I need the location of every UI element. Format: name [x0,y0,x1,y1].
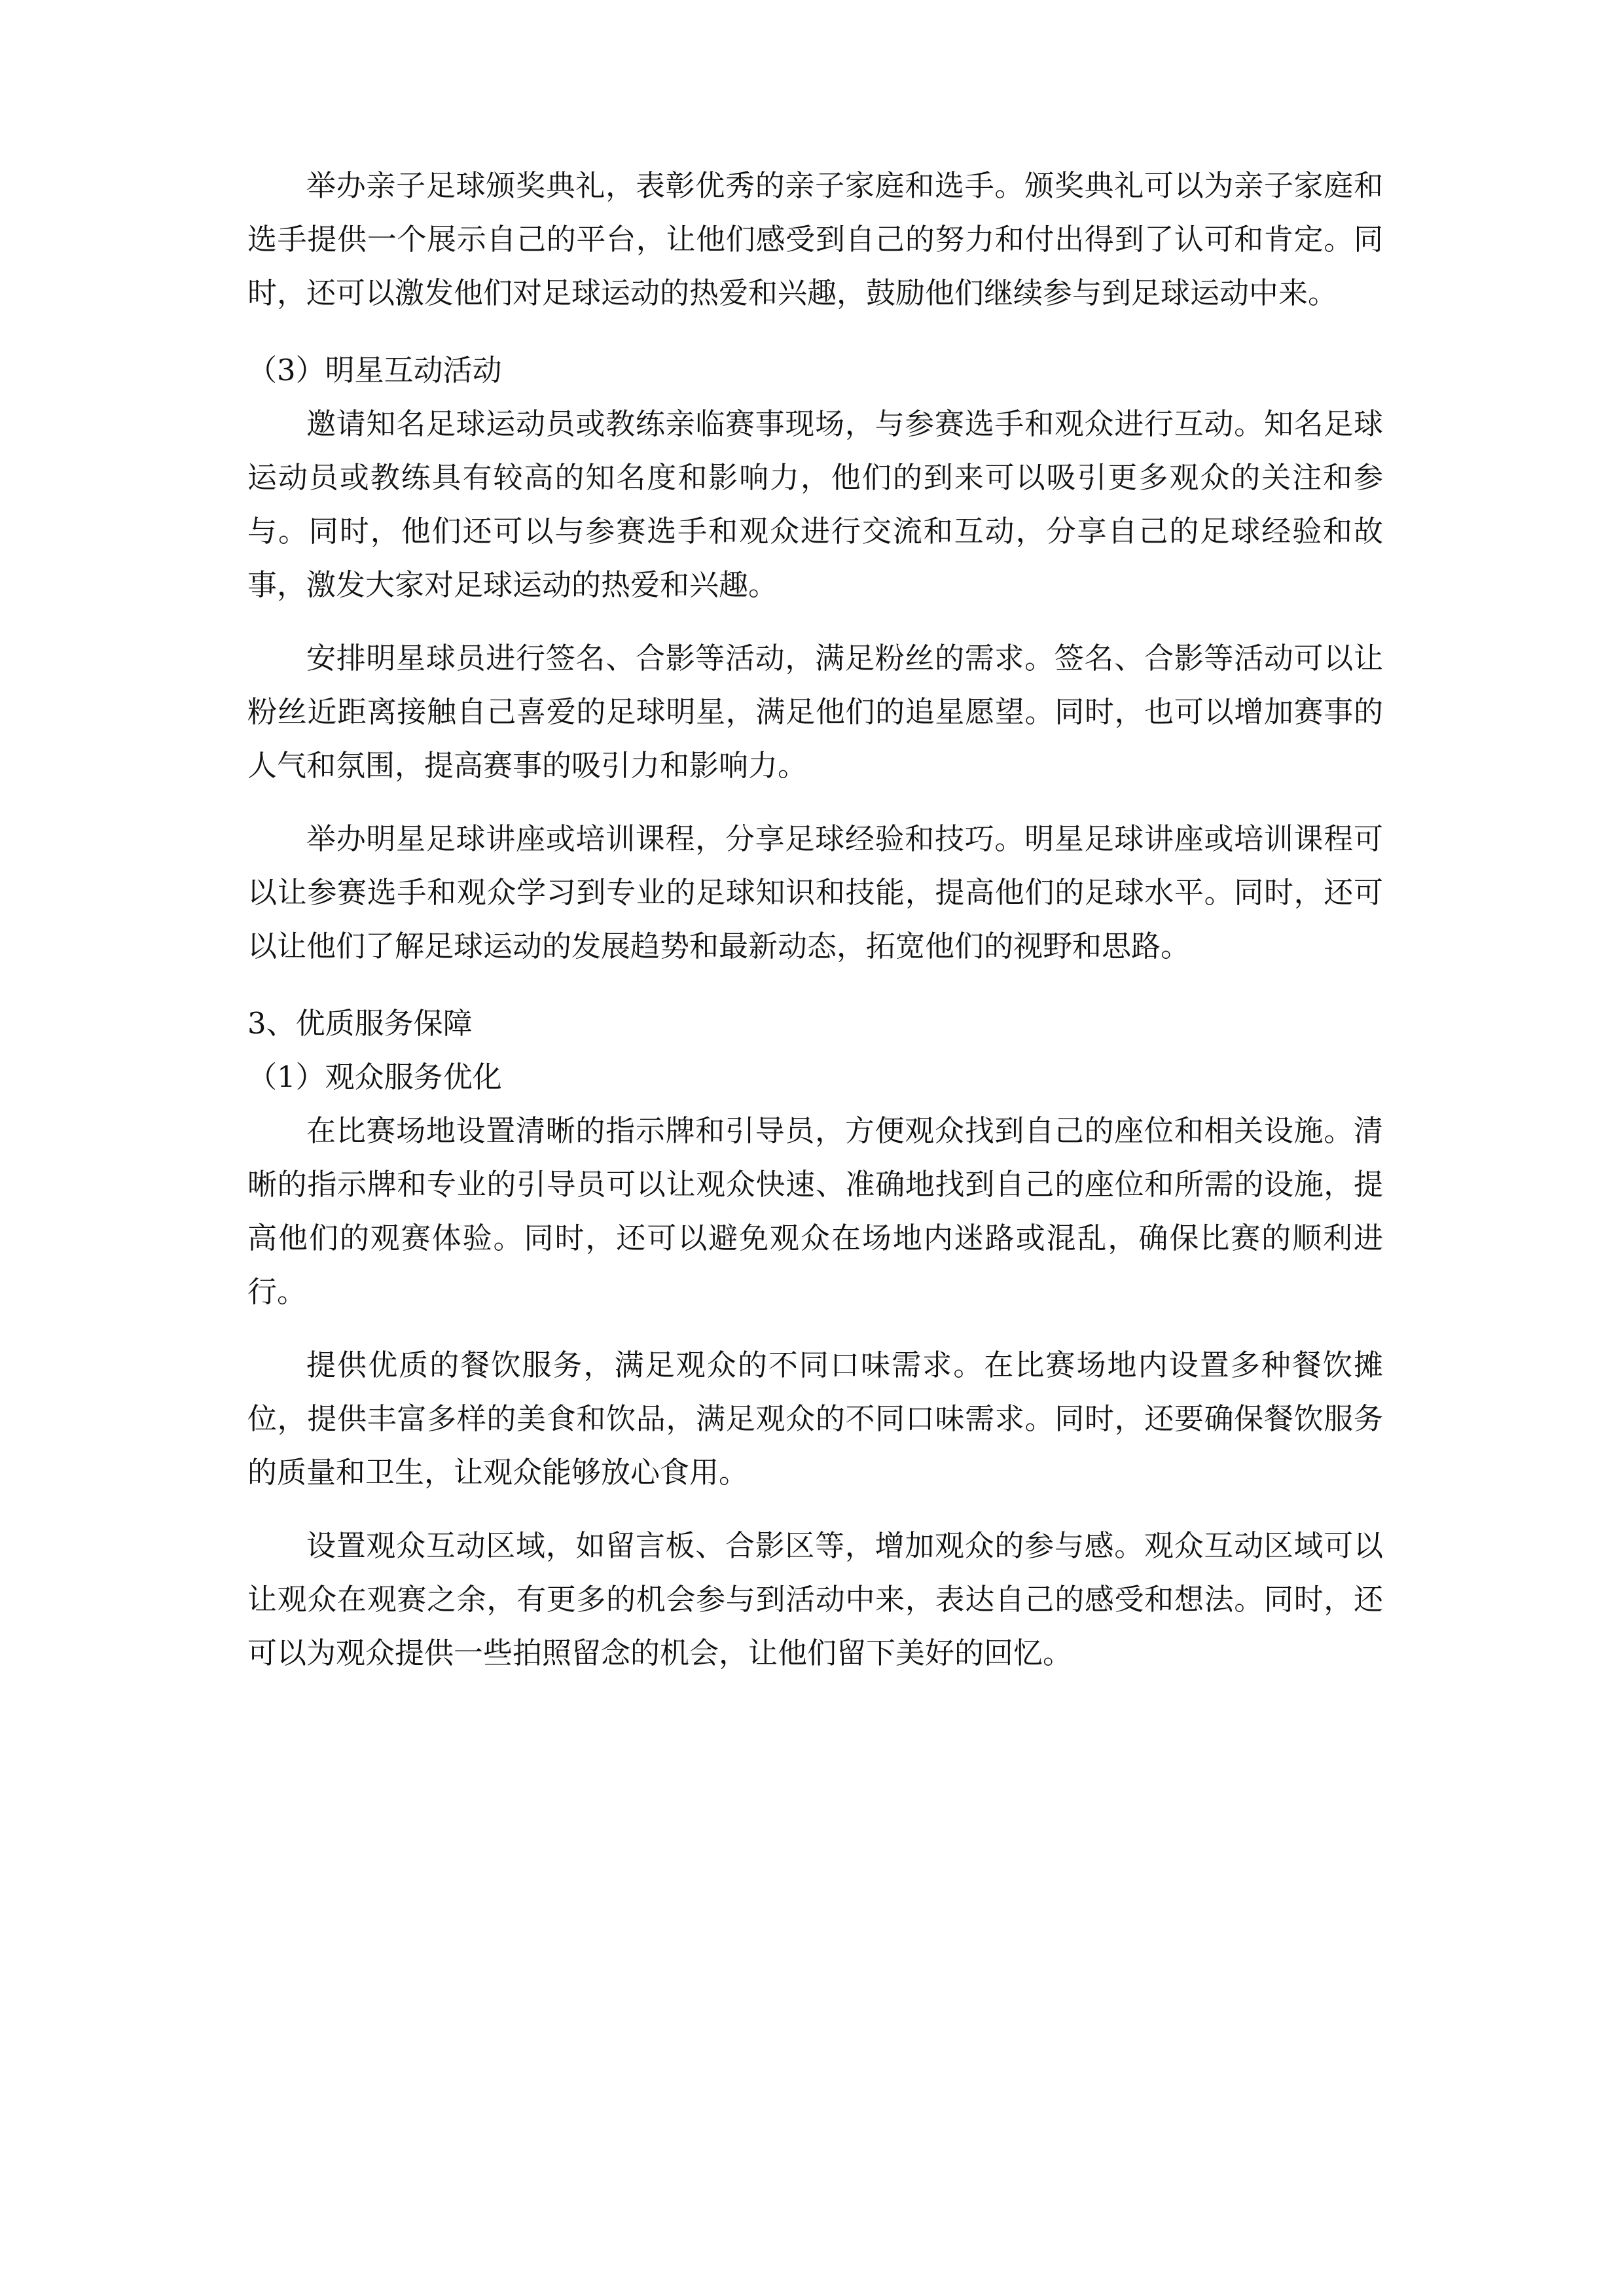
paragraph-catering: 提供优质的餐饮服务，满足观众的不同口味需求。在比赛场地内设置多种餐饮摊位，提供丰富多样的美食和饮品，满足观众的不同口味需求。同时，还要确保餐饮服务的质量和卫生，让观众能够放心食用。 [247,1348,1383,1490]
paragraph-invite-stars: 邀请知名足球运动员或教练亲临赛事现场，与参赛选手和观众进行互动。知名足球运动员或教练具有较高的知名度和影响力，他们的到来可以吸引更多观众的关注和参与。同时，他们还可以与参赛选手和观众进行交流和互动，分享自己的足球经验和故事，激发大家对足球运动的热爱和兴趣。 [247,406,1383,602]
paragraph-interaction-area: 设置观众互动区域，如留言板、合影区等，增加观众的参与感。观众互动区域可以让观众在观赛之余，有更多的机会参与到活动中来，表达自己的感受和想法。同时，还可以为观众提供一些拍照留念的机会，让他们留下美好的回忆。 [247,1528,1383,1670]
section-heading-service-guarantee: 3、优质服务保障 [247,1006,473,1041]
paragraph-signage-guides: 在比赛场地设置清晰的指示牌和引导员，方便观众找到自己的座位和相关设施。清晰的指示牌和专业的引导员可以让观众快速、准确地找到自己的座位和所需的设施，提高他们的观赛体验。同时，还可以避免观众在场地内迷路或混乱，确保比赛的顺利进行。 [247,1113,1383,1309]
document-body [247,159,1383,1680]
section-heading-star-interaction: （3）明星互动活动 [247,353,502,387]
paragraph-award-ceremony: 举办亲子足球颁奖典礼，表彰优秀的亲子家庭和选手。颁奖典礼可以为亲子家庭和选手提供一个展示自己的平台，让他们感受到自己的努力和付出得到了认可和肯定。同时，还可以激发他们对足球运动的热爱和兴趣，鼓励他们继续参与到足球运动中来。 [247,168,1383,310]
paragraph-autograph-photo: 安排明星球员进行签名、合影等活动，满足粉丝的需求。签名、合影等活动可以让粉丝近距离接触自己喜爱的足球明星，满足他们的追星愿望。同时，也可以增加赛事的人气和氛围，提高赛事的吸引力和影响力。 [247,641,1383,783]
section-heading-audience-service: （1）观众服务优化 [247,1060,502,1094]
paragraph-lectures-training: 举办明星足球讲座或培训课程，分享足球经验和技巧。明星足球讲座或培训课程可以让参赛选手和观众学习到专业的足球知识和技能，提高他们的足球水平。同时，还可以让他们了解足球运动的发展趋势和最新动态，拓宽他们的视野和思路。 [247,821,1383,963]
